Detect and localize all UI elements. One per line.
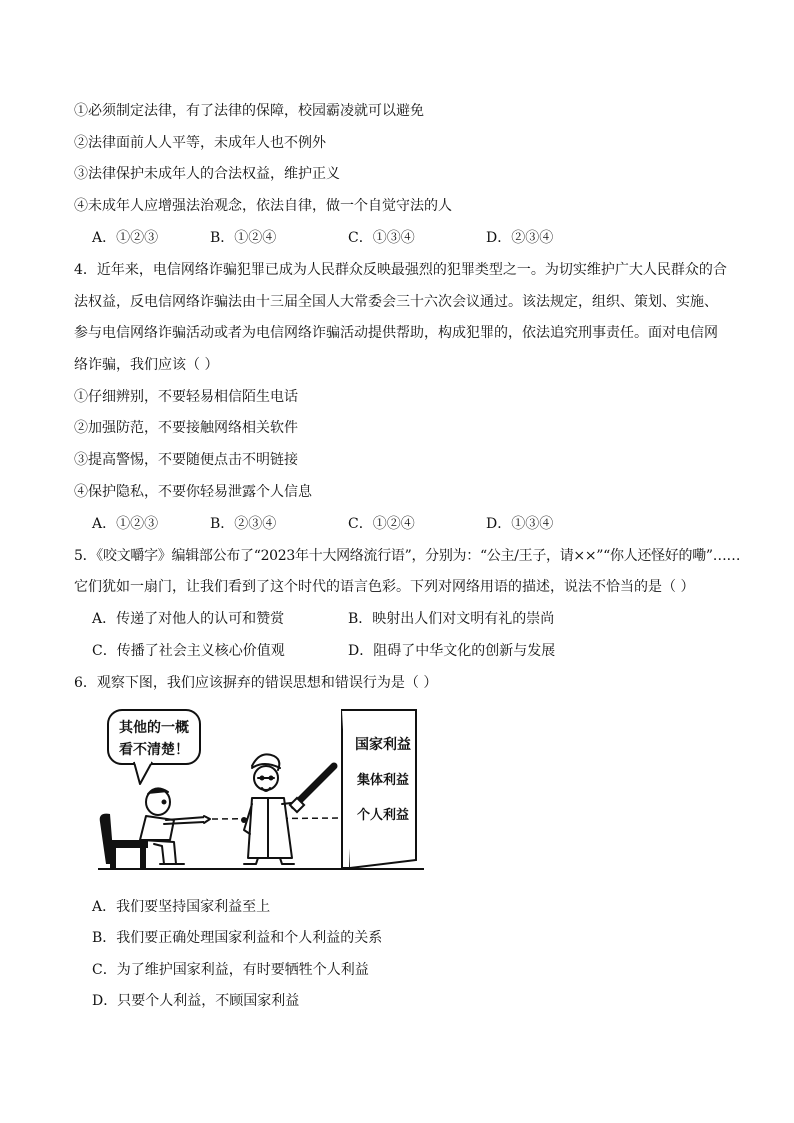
- q4-stem-line-1: 4．近年来，电信网络诈骗犯罪已成为人民群众反映最强烈的犯罪类型之一。为切实维护广大人民群众的合: [74, 262, 727, 278]
- q3-statement-2: ②法律面前人人平等，未成年人也不例外: [74, 135, 326, 151]
- q4-stem-line-2: 法权益，反电信网络诈骗法由十三届全国人大常委会三十六次会议通过。该法规定，组织、策划、实施、: [74, 294, 718, 310]
- teacher-figure: [244, 754, 300, 864]
- q4-option-a: A．①②③: [92, 516, 159, 532]
- q4-statement-4: ④保护隐私，不要你轻易泄露个人信息: [74, 484, 312, 500]
- q5-stem-line-2: 它们犹如一扇门，让我们看到了这个时代的语言色彩。下列对网络用语的描述，说法不恰当的是（ ）: [74, 579, 695, 595]
- q3-statement-3: ③法律保护未成年人的合法权益，维护正义: [74, 166, 340, 182]
- q3-option-b: B．①②④: [210, 230, 277, 246]
- q4-option-d: D．①③④: [486, 516, 554, 532]
- q5-option-a: A．传递了对他人的认可和赞赏: [92, 611, 285, 627]
- q6-option-a: A．我们要坚持国家利益至上: [92, 899, 271, 915]
- q5-option-d: D．阻碍了中华文化的创新与发展: [348, 643, 556, 659]
- speech-bubble: [108, 710, 200, 784]
- q5-option-c: C．传播了社会主义核心价值观: [92, 643, 285, 659]
- bubble-text-line-2: 看不清楚！: [119, 741, 189, 757]
- q3-option-d: D．②③④: [486, 230, 554, 246]
- q4-stem-line-4: 络诈骗，我们应该（ ）: [74, 357, 219, 373]
- q3-option-a: A．①②③: [92, 230, 159, 246]
- q6-stem: 6．观察下图，我们应该摒弃的错误思想和错误行为是（ ）: [74, 675, 438, 691]
- q6-cartoon: [94, 704, 430, 876]
- seated-man-figure: [140, 788, 210, 864]
- q3-statement-1: ①必须制定法律，有了法律的保障，校园霸凌就可以避免: [74, 103, 424, 119]
- board-item-collective: 集体利益: [356, 772, 410, 787]
- q4-statement-2: ②加强防范，不要接触网络相关软件: [74, 420, 298, 436]
- q5-option-b: B．映射出人们对文明有礼的崇尚: [348, 611, 555, 627]
- q6-option-b: B．我们要正确处理国家利益和个人利益的关系: [92, 930, 383, 946]
- pointer-stick: [290, 766, 334, 812]
- q4-stem-line-3: 参与电信网络诈骗活动或者为电信网络诈骗活动提供帮助，构成犯罪的，依法追究刑事责任。面对电信网: [74, 325, 718, 341]
- q3-option-c: C．①③④: [348, 230, 415, 246]
- q4-option-c: C．①②④: [348, 516, 415, 532]
- q4-statement-3: ③提高警惕，不要随便点击不明链接: [74, 452, 298, 468]
- q6-option-d: D．只要个人利益，不顾国家利益: [92, 993, 300, 1009]
- board-item-personal: 个人利益: [356, 807, 410, 822]
- q5-stem-line-1: 5．《咬文嚼字》编辑部公布了“2023年十大网络流行语”，分别为：“公主/王子，请××”“你人还怪好的嘞”……: [74, 548, 741, 564]
- board-item-national: 国家利益: [355, 736, 411, 752]
- q4-statement-1: ①仔细辨别，不要轻易相信陌生电话: [74, 389, 298, 405]
- interest-board: [342, 710, 416, 868]
- q3-statement-4: ④未成年人应增强法治观念，依法自律，做一个自觉守法的人: [74, 198, 452, 214]
- q4-option-b: B．②③④: [210, 516, 277, 532]
- q6-option-c: C．为了维护国家利益，有时要牺牲个人利益: [92, 962, 369, 978]
- bubble-text-line-1: 其他的一概: [119, 719, 189, 735]
